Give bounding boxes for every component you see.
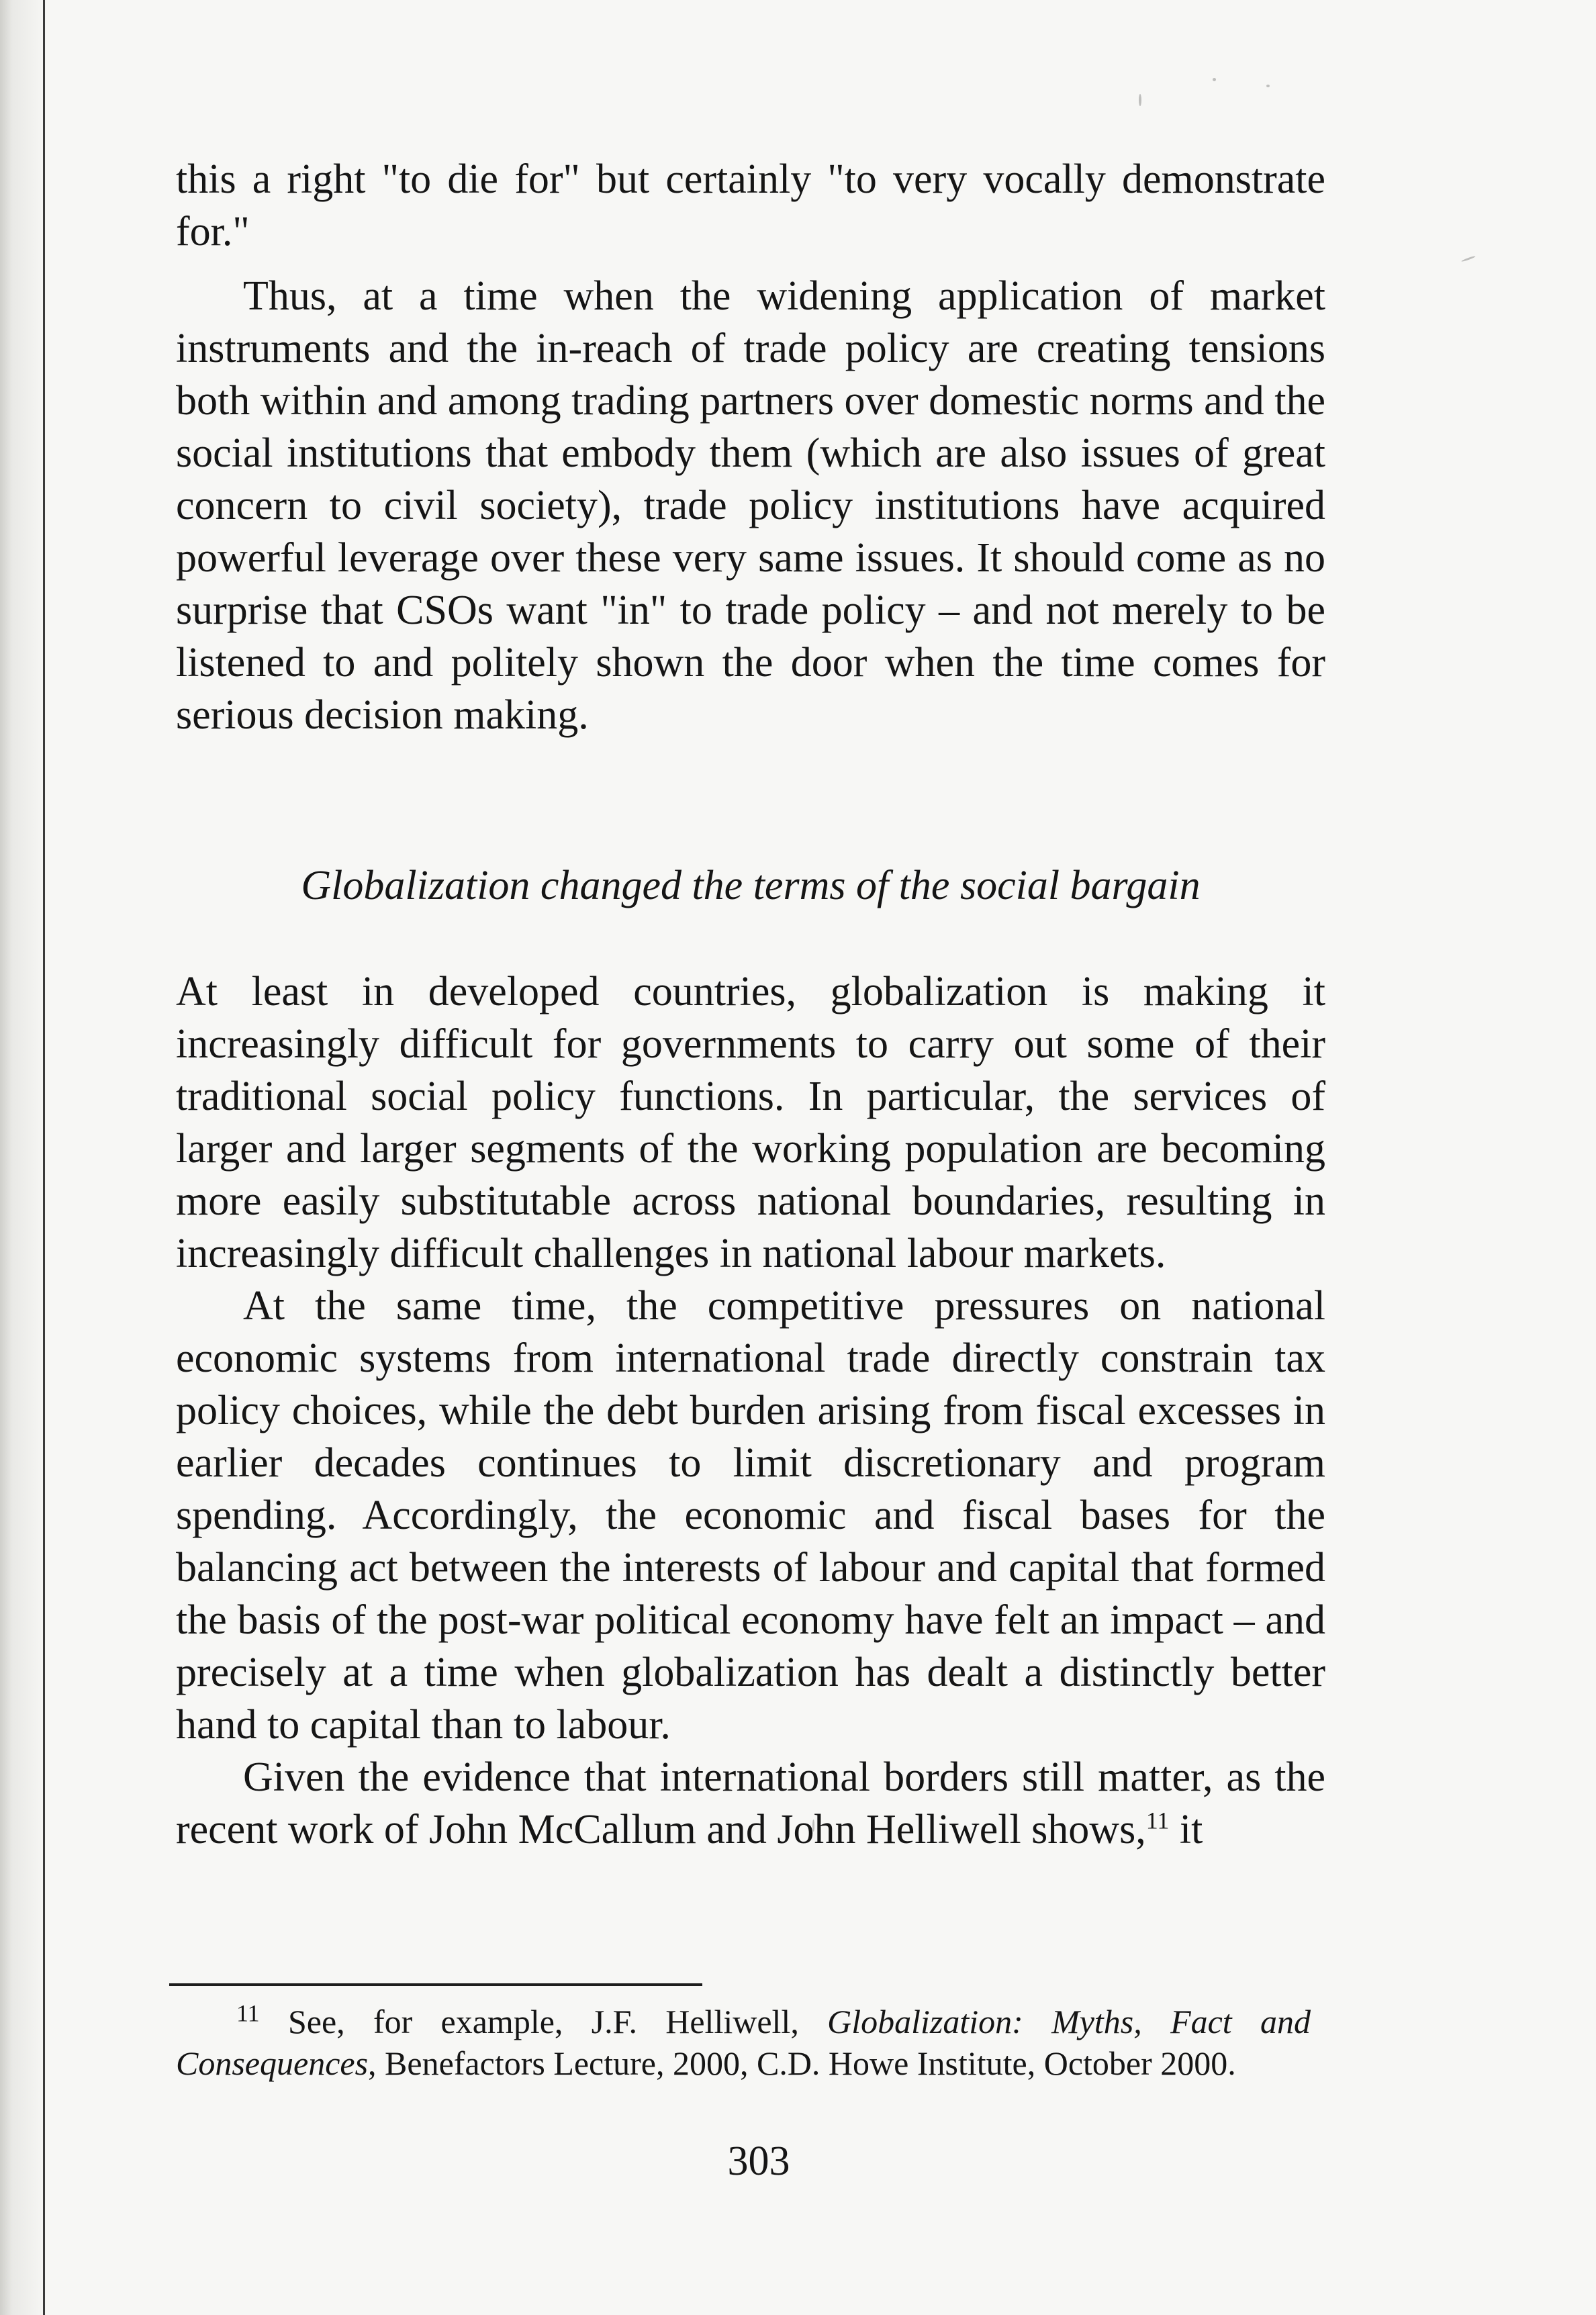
section-paragraph-1: At least in developed countries, globalization is making it increasingly difficult for governments to carry out some of their traditional social policy functions. In particular, the services of larger and larger segments of the working population are becoming more easily substitutable across national boundaries, resulting in increasingly difficult challenges in national labour markets.: [176, 969, 1325, 1276]
footnote-text: [176, 2001, 1311, 2084]
footnote-marker: 11: [236, 1999, 260, 2027]
footnote-title: Globalization: Myths, Fact and Consequences: [176, 2003, 1311, 2082]
continued-paragraph: [176, 153, 1325, 258]
scan-mark: [1266, 85, 1270, 87]
section-body: [176, 965, 1325, 1856]
section-paragraph-3: [176, 1751, 1325, 1856]
page-number: 303: [727, 2138, 790, 2184]
scan-mark: [1139, 94, 1141, 106]
scan-mark: [812, 1820, 814, 1832]
page-gutter-shadow: [0, 0, 47, 2315]
thus-paragraph-text: Thus, at a time when the widening application of market instruments and the in-reach of trade policy are creating tensions both within and among trading partners over domestic norms and the social institutions that embody them (which are also issues of great concern to civil society), trade policy institutions have acquired powerful leverage over these very same issues. It should come as no surprise that CSOs want "in" to trade policy – and not merely to be listened to and politely shown the door when the time comes for serious decision making.: [176, 273, 1325, 738]
footnote-separator-line: [169, 1983, 702, 1986]
section-paragraph-3-tail: it: [1169, 1807, 1203, 1852]
scan-mark: [1461, 255, 1476, 262]
footnote-rest: , Benefactors Lecture, 2000, C.D. Howe Institute, October 2000.: [368, 2044, 1236, 2082]
section-heading: Globalization changed the terms of the social bargain: [301, 863, 1201, 908]
section-paragraph-2: At the same time, the competitive pressures on national economic systems from international trade directly constrain tax policy choices, while the debt burden arising from fiscal excesses in earlier decades continues to limit discretionary and program spending. Accordingly, the economic and fiscal bases for the balancing act between the interests of labour and capital that formed the basis of the post-war political economy have felt an impact – and precisely at a time when globalization has dealt a distinctly better hand to capital than to labour.: [176, 1283, 1325, 1748]
footnote-reference-marker: 11: [1145, 1807, 1170, 1834]
thus-paragraph: [176, 270, 1325, 741]
section-paragraph-3-text: Given the evidence that international borders still matter, as the recent work of John McCallum and John Helliwell shows,: [176, 1754, 1325, 1852]
footnote: [176, 2001, 1311, 2084]
continued-paragraph-text: this a right "to die for" but certainly "to very vocally demonstrate for.": [176, 156, 1325, 254]
scan-mark: [1213, 78, 1216, 81]
page-edge-line: [43, 0, 45, 2315]
footnote-lead: See, for example, J.F. Helliwell,: [259, 2003, 828, 2040]
